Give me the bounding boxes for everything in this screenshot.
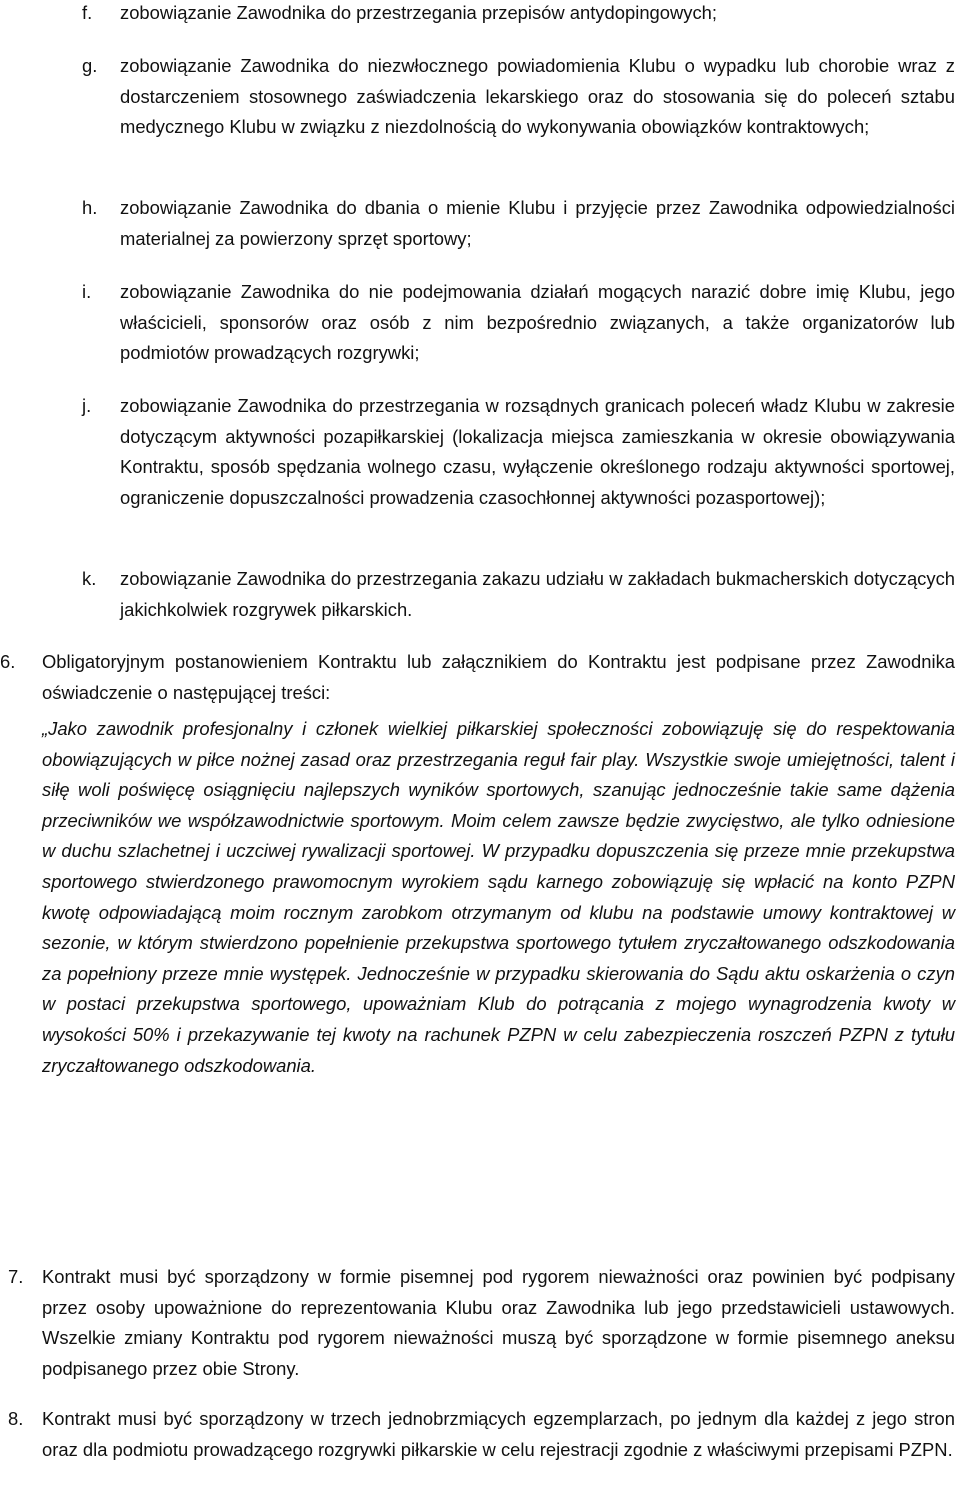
list-marker: h. [82,197,98,218]
list-marker: f. [82,2,93,23]
list-marker: j. [82,395,92,416]
list-item-f [82,0,955,29]
list-item-text: Kontrakt musi być sporządzony w formie pisemnej pod rygorem nieważności oraz powinien być podpisany przez osoby upoważnione do reprezentowania Klubu oraz Zawodnika lub jego przedstawicieli ustawowych. Wszelkie zmiany Kontraktu pod rygorem nieważności muszą być sporządzone w formie pisemnego aneksu podpisanego przez obie Strony. [42,1266,955,1379]
list-item-k [82,564,955,625]
list-item-8 [0,1404,955,1465]
list-marker: k. [82,568,97,589]
list-item-text: Kontrakt musi być sporządzony w trzech jednobrzmiących egzemplarzach, po jednym dla każdej z jego stron oraz dla podmiotu prowadzącego rozgrywki piłkarskie w celu rejestracji zgodnie z właściwymi przepisami PZPN. [42,1408,955,1460]
list-marker: 7. [8,1266,24,1287]
list-item-text: zobowiązanie Zawodnika do przestrzegania zakazu udziału w zakładach bukmacherskich dotyczących jakichkolwiek rozgrywek piłkarskich. [120,568,955,620]
list-item-7 [0,1262,955,1384]
player-declaration-quote: „Jako zawodnik profesjonalny i członek wielkiej piłkarskiej społeczności zobowiązuję się do respektowania obowiązujących w piłce nożnej zasad oraz przestrzegania reguł fair play. Wszystkie swoje umiejętności, talent i siłę woli poświęcę osiągnięciu najlepszych wyników sportowych, szanując jednocześnie takie same dążenia przeciwników we współzawodnictwie sportowym. Moim celem zawsze będzie zwycięstwo, ale tylko odniesione w duchu szlachetnej i uczciwej rywalizacji sportowej. W przypadku dopuszczenia się przeze mnie przekupstwa sportowego stwierdzonego prawomocnym wyrokiem sądu karnego zobowiązuję się wpłacić na konto PZPN kwotę odpowiadającą moim rocznym zarobkom otrzymanym od klubu na podstawie umowy kontraktowej w sezonie, w którym stwierdzono popełnienie przekupstwa sportowego tytułem zryczałtowanego odszkodowania za popełniony przeze mnie występek. Jednocześnie w przypadku skierowania do Sądu aktu oskarżenia o czyn w postaci przekupstwa sportowego, upoważniam Klub do potrącania z mojego wynagrodzenia kwoty w wysokości 50% i przekazywanie tej kwoty na rachunek PZPN w celu zabezpieczenia roszczeń PZPN z tytułu zryczałtowanego odszkodowania. [42,718,955,1076]
list-marker: g. [82,55,98,76]
list-item-text: zobowiązanie Zawodnika do przestrzegania przepisów antydopingowych; [120,2,718,23]
list-item-6 [0,647,955,708]
list-item-text: zobowiązanie Zawodnika do przestrzegania w rozsądnych granicach poleceń władz Klubu w zakresie dotyczącym aktywności pozapiłkarskiej (lokalizacja miejsca zamieszkania w okresie obowiązywania Kontraktu, sposób spędzania wolnego czasu, wyłączenie określonego rodzaju aktywności sportowej, ograniczenie dopuszczalności prowadzenia czasochłonnej aktywności pozasportowej); [120,395,955,508]
list-item-g [82,51,955,143]
list-item-h [82,193,955,254]
list-marker: 8. [8,1408,24,1429]
list-item-text: zobowiązanie Zawodnika do dbania o mienie Klubu i przyjęcie przez Zawodnika odpowiedzialności materialnej za powierzony sprzęt sportowy; [120,197,955,249]
list-item-i [82,277,955,369]
list-marker: i. [82,281,92,302]
list-item-text: zobowiązanie Zawodnika do niezwłocznego powiadomienia Klubu o wypadku lub chorobie wraz z dostarczeniem stosownego zaświadczenia lekarskiego oraz do stosowania się do poleceń sztabu medycznego Klubu w związku z niezdolnością do wykonywania obowiązków kontraktowych; [120,55,955,138]
list-marker: 6. [0,651,16,672]
list-item-text: zobowiązanie Zawodnika do nie podejmowania działań mogących narazić dobre imię Klubu, jego właścicieli, sponsorów oraz osób z nim bezpośrednio związanych, a także organizatorów lub podmiotów prowadzących rozgrywki; [120,281,955,364]
list-item-text: Obligatoryjnym postanowieniem Kontraktu lub załącznikiem do Kontraktu jest podpisane przez Zawodnika oświadczenie o następującej treści: [42,651,955,703]
list-item-j [82,391,955,513]
